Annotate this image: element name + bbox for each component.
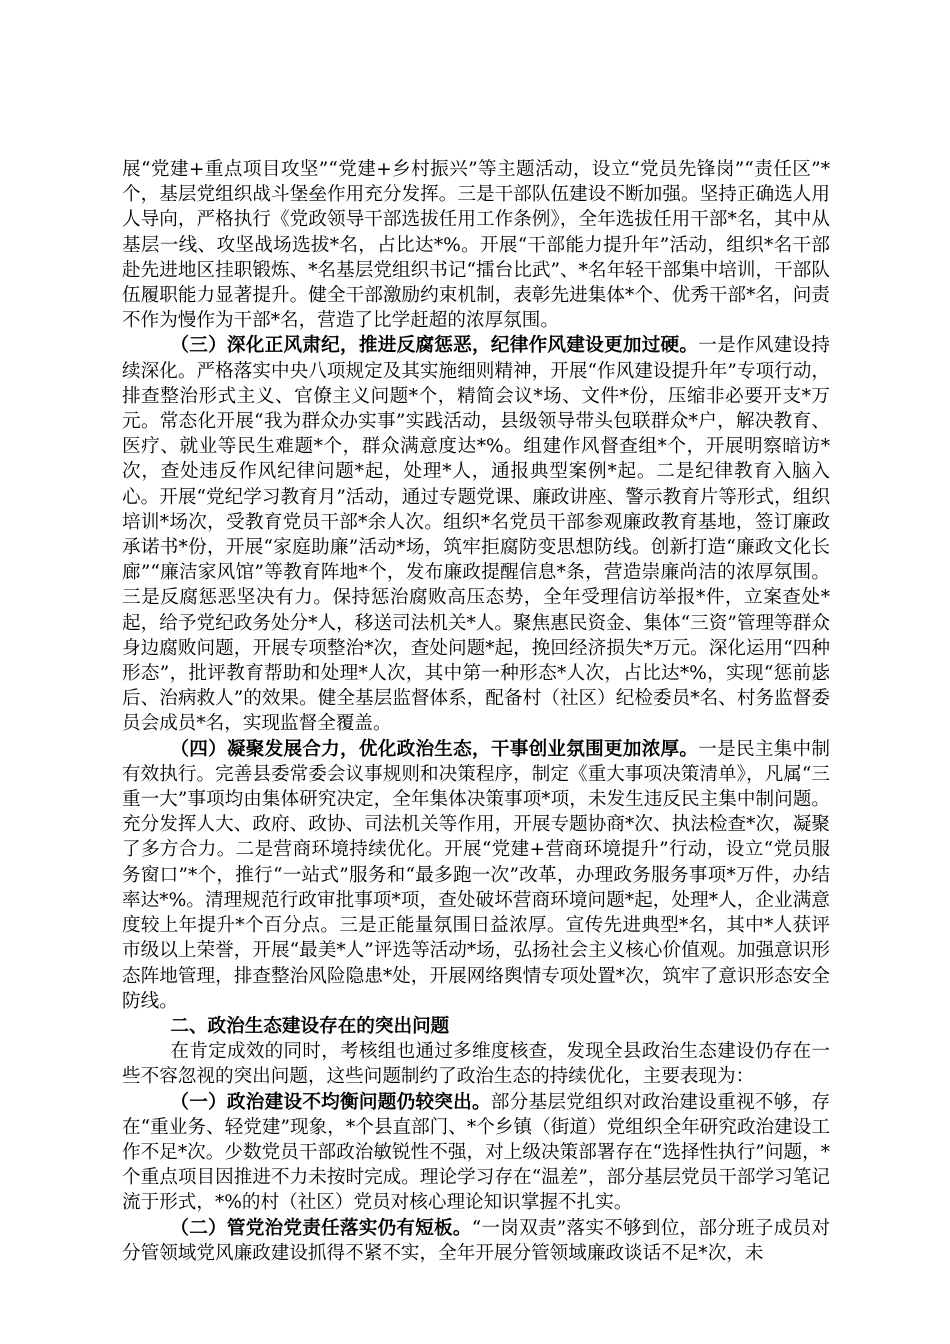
paragraph-1: 展“党建+重点项目攻坚”“党建+乡村振兴”等主题活动，设立“党员先锋岗”“责任区”*个，基层党组织战斗堡垒作用充分发挥。三是干部队伍建设不断加强。坚持正确选人用人导向，严格执行《党政领导干部选拔任用工作条例》，全年选拔任用干部*名，其中从基层一线、攻坚战场选拔*名，占比达*%。开展“干部能力提升年”活动，组织*名干部赴先进地区挂职锻炼、*名基层党组织书记“擂台比武”、*名年轻干部集中培训，干部队伍履职能力显著提升。健全干部激励约束机制，表彰先进集体*个、优秀干部*名，问责不作为慢作为干部*名，营造了比学赶超的浓厚氛围。 [122,159,830,332]
paragraph-3-body: 一是民主集中制有效执行。完善县委常委会议事规则和决策程序，制定《重大事项决策清单》，凡属“三重一大”事项均由集体研究决定，全年集体决策事项*项，未发生违反民主集中制问题。充分发挥人大、政府、政协、司法机关等作用，开展专题协商*次、执法检查*次，凝聚了多方合力。二是营商环境持续优化。开展“党建+营商环境提升”行动，设立“党员服务窗口”*个，推行“一站式”服务和“最多跑一次”改革，办理政务服务事项*万件，办结率达*%。清理规范行政审批事项*项，查处破坏营商环境问题*起，处理*人，企业满意度较上年提升*个百分点。三是正能量氛围日益浓厚。宣传先进典型*名，其中*人获评市级以上荣誉，开展“最美*人”评选等活动*场，弘扬社会主义核心价值观。加强意识形态阵地管理，排查整治风险隐患*处，开展网络舆情专项处置*次，筑牢了意识形态安全防线。 [122,738,830,1012]
paragraph-2 [122,333,830,736]
paragraph-6 [122,1216,830,1266]
paragraph-5 [122,1090,830,1216]
section-2-title: 二、政治生态建设存在的突出问题 [170,1015,450,1037]
paragraph-2-lead: （三）深化正风肃纪，推进反腐惩恶，纪律作风建设更加过硬。 [170,335,699,357]
paragraph-3 [122,737,830,1014]
paragraph-5-body: 部分基层党组织对政治建设重视不够，存在“重业务、轻党建”现象，*个县直部门、*个乡镇（街道）党组织全年研究政治建设工作不足*次。少数党员干部政治敏锐性不强，对上级决策部署存在“选择性执行”问题，*个重点项目因推进不力未按时完成。理论学习存在“温差”，部分基层党员干部学习笔记流于形式，*%的村（社区）党员对核心理论知识掌握不扎实。 [122,1091,830,1214]
paragraph-2-body: 一是作风建设持续深化。严格落实中央八项规定及其实施细则精神，开展“作风建设提升年”专项行动，排查整治形式主义、官僚主义问题*个，精简会议*场、文件*份，压缩非必要开支*万元。常态化开展“我为群众办实事”实践活动，县级领导带头包联群众*户，解决教育、医疗、就业等民生难题*个，群众满意度达*%。组建作风督查组*个，开展明察暗访*次，查处违反作风纪律问题*起，处理*人，通报典型案例*起。二是纪律教育入脑入心。开展“党纪学习教育月”活动，通过专题党课、廉政讲座、警示教育片等形式，组织培训*场次，受教育党员干部*余人次。组织*名党员干部参观廉政教育基地，签订廉政承诺书*份，开展“家庭助廉”活动*场，筑牢拒腐防变思想防线。创新打造“廉政文化长廊”“廉洁家风馆”等教育阵地*个，发布廉政提醒信息*条，营造崇廉尚洁的浓厚氛围。三是反腐惩恶坚决有力。保持惩治腐败高压态势，全年受理信访举报*件，立案查处*起，给予党纪政务处分*人，移送司法机关*人。聚焦惠民资金、集体“三资”管理等群众身边腐败问题，开展专项整治*次，查处问题*起，挽回经济损失*万元。深化运用“四种形态”，批评教育帮助和处理*人次，其中第一种形态*人次，占比达*%，实现“惩前毖后、治病救人”的效果。健全基层监督体系，配备村（社区）纪检委员*名、村务监督委员会成员*名，实现监督全覆盖。 [122,335,830,735]
document-body [122,157,830,1266]
paragraph-6-lead: （二）管党治党责任落实仍有短板。 [170,1217,472,1239]
paragraph-6-body: “一岗双责”落实不够到位，部分班子成员对分管领域党风廉政建设抓得不紧不实，全年开展分管领域廉政谈话不足*次，未 [122,1217,830,1264]
paragraph-3-lead: （四）凝聚发展合力，优化政治生态，干事创业氛围更加浓厚。 [170,738,699,760]
paragraph-5-lead: （一）政治建设不均衡问题仍较突出。 [170,1091,491,1113]
paragraph-4: 在肯定成效的同时，考核组也通过多维度核查，发现全县政治生态建设仍存在一些不容忽视的突出问题，这些问题制约了政治生态的持续优化，主要表现为： [122,1041,830,1088]
